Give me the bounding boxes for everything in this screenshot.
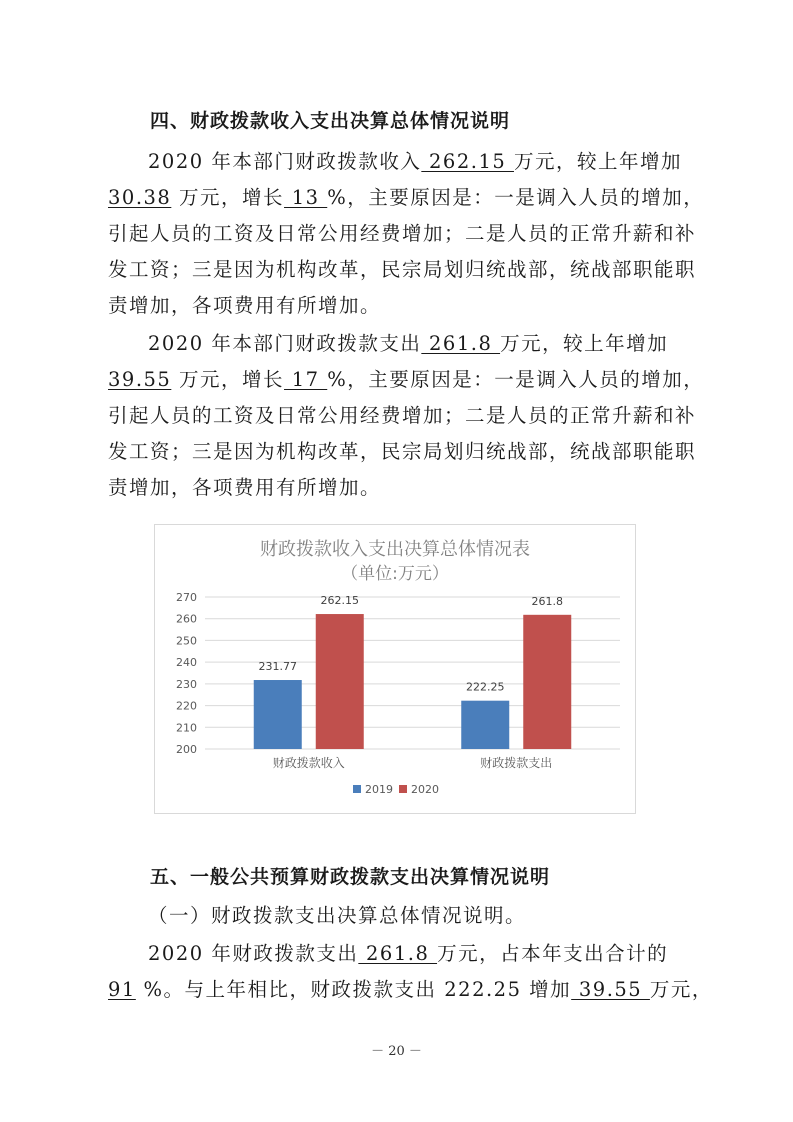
s5-subheading: （一）财政拨款支出决算总体情况说明。 [148,904,527,927]
data-label: 231.77 [258,660,297,674]
category-label: 财政拨款支出 [480,756,553,770]
legend-swatch [399,785,407,793]
section5-heading: 五、一般公共预算财政拨款支出决算情况说明 [150,866,551,888]
page-number: － 20 － [371,1044,422,1059]
s4-p1-line2: 30.38 万元，增长 13 %，主要原因是：一是调入人员的增加， [108,186,705,209]
s4-p1-line3: 引起人员的工资及日常公用经费增加；二是人员的正常升薪和补 [108,222,697,245]
bar-chart [155,525,635,813]
bar-2019-0 [254,680,302,749]
bar-2020-1 [523,615,571,749]
bar-2019-1 [461,701,509,749]
bar-2020-0 [316,614,364,749]
y-tick-label: 260 [176,612,197,626]
legend-swatch [353,785,361,793]
data-label: 222.25 [466,680,505,694]
s4-p2-line5: 责增加，各项费用有所增加。 [108,476,382,499]
y-tick-label: 240 [176,656,197,670]
data-label: 262.15 [320,594,359,608]
legend-entry: 2020 [411,783,439,796]
category-label: 财政拨款收入 [272,756,345,770]
s4-p2-line2: 39.55 万元，增长 17 %，主要原因是：一是调入人员的增加， [108,368,705,391]
y-tick-label: 200 [176,743,197,756]
s4-p1-line1: 2020 年本部门财政拨款收入 262.15 万元，较上年增加 [148,150,682,173]
chart-container [154,524,636,814]
s4-p2-line1: 2020 年本部门财政拨款支出 261.8 万元，较上年增加 [148,332,669,355]
chart-title: 财政拨款收入支出决算总体情况表 [260,539,530,560]
s4-p1-line5: 责增加，各项费用有所增加。 [108,294,382,317]
s5-p1-line2: 91 %。与上年相比，财政拨款支出 222.25 增加 39.55 万元， [108,978,713,1001]
y-tick-label: 230 [176,677,197,691]
s4-p1-line4: 发工资；三是因为机构改革，民宗局划归统战部，统战部职能职 [108,258,697,281]
section4-heading: 四、财政拨款收入支出决算总体情况说明 [150,110,511,132]
s5-p1-line1: 2020 年财政拨款支出 261.8 万元，占本年支出合计的 [148,942,669,965]
s4-p2-line4: 发工资；三是因为机构改革，民宗局划归统战部，统战部职能职 [108,440,697,463]
s4-p2-line3: 引起人员的工资及日常公用经费增加；二是人员的正常升薪和补 [108,404,697,427]
y-tick-label: 250 [176,634,197,648]
y-tick-label: 220 [176,699,197,713]
legend-entry: 2019 [365,783,393,796]
chart-subtitle: （单位:万元） [341,564,449,584]
y-tick-label: 270 [176,591,197,604]
data-label: 261.8 [531,594,563,608]
y-tick-label: 210 [176,721,197,735]
